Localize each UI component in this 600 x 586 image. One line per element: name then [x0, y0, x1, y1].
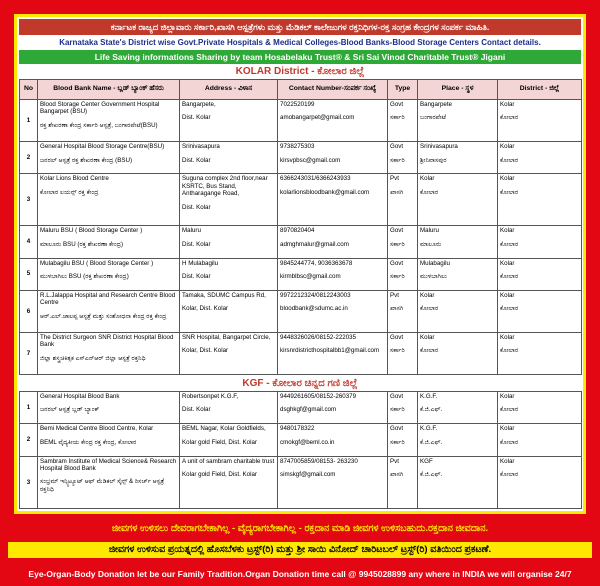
type-cell — [388, 424, 418, 456]
district-label-kannada: ಕೋಲಾರ — [500, 240, 519, 248]
row-number: 1 — [20, 100, 38, 142]
page-title-english: Karnataka State's District wise Govt.Private Hospitals & Medical Colleges-Blood Banks-Blood Storage Centers Contact details. — [19, 36, 581, 49]
kgf-heading: KGF - ಕೋಲಾರ ಚಿನ್ನದ ಗಣಿ ಜಿಲ್ಲೆ — [19, 377, 581, 391]
address-district: Dist. Kolar — [182, 203, 211, 211]
table-row — [20, 226, 582, 258]
table-row — [20, 258, 582, 290]
blood-bank-name: The District Surgeon SNR District Hospital Blood Bank — [40, 333, 174, 349]
email-address: bloodbank@sdumc.ac.in — [280, 305, 348, 313]
row-number: 3 — [20, 174, 38, 226]
contact-cell — [278, 332, 388, 374]
col-header-place: Place - ಸ್ಥಳ — [418, 80, 498, 100]
phone-number: 9448326026/08152-222035 — [280, 333, 357, 341]
trust-banner: Life Saving informations Sharing by team Hosabelaku Trust® & Sri Sai Vinod Charitable Trust® Jigani — [19, 50, 581, 64]
district-cell — [498, 456, 582, 508]
type-label: Govt — [390, 393, 404, 400]
type-label: Pvt — [390, 175, 399, 183]
col-header-address: Address - ವಿಳಾಸ — [180, 80, 278, 100]
phone-number: 9972212324/0812243003 — [280, 291, 351, 299]
type-cell — [388, 456, 418, 508]
type-label: Govt — [390, 143, 404, 151]
type-cell — [388, 174, 418, 226]
document-frame — [14, 14, 586, 514]
blood-bank-name-cell — [38, 392, 180, 424]
address-line: SNR Hospital, Bangarpet Circle, — [182, 333, 271, 341]
address-cell — [180, 332, 278, 374]
email-address: amobangarpet@gmail.com — [280, 114, 355, 122]
place-cell — [418, 142, 498, 174]
row-number: 3 — [20, 456, 38, 508]
district-label: Kolar — [500, 143, 515, 151]
blood-bank-name-kannada: ಕೋಲಾರ ಲಯನ್ಸ್ ರಕ್ತ ಕೇಂದ್ರ — [40, 188, 99, 196]
district-label: Kolar — [500, 175, 515, 183]
district-heading: KOLAR District - ಕೋಲಾರ ಜಿಲ್ಲೆ — [19, 65, 581, 79]
district-cell — [498, 226, 582, 258]
type-cell — [388, 392, 418, 424]
table-row — [20, 392, 582, 424]
email-address: kirsvpbsc@gmail.com — [280, 156, 341, 164]
district-label-kannada: ಕೋಲಾರ — [500, 406, 519, 414]
email-address: admghmalur@gmail.com — [280, 240, 349, 248]
table-row — [20, 424, 582, 456]
address-district: Dist. Kolar — [182, 272, 211, 280]
blood-bank-name-cell — [38, 258, 180, 290]
blood-bank-name-kannada: ಜಿಲ್ಲಾ ಶಸ್ತ್ರಚಿಕಿತ್ಸಕ ಎಸ್ಎನ್ಆರ್ ಜಿಲ್ಲಾ ಆಸ್ಪತ್ರೆ ರಕ್ತನಿಧಿ — [40, 354, 146, 362]
place-label-kannada: ಕೋಲಾರ — [420, 305, 439, 313]
address-cell — [180, 100, 278, 142]
blood-bank-name-cell — [38, 456, 180, 508]
type-label-kannada: ಸರ್ಕಾರಿ — [390, 406, 405, 414]
col-header-type: Type — [388, 80, 418, 100]
footer-publisher: ಜೀವಗಳ ಉಳಿಸುವ ಪ್ರಯತ್ನದಲ್ಲಿ ಹೊಸಬೆಳಕು ಟ್ರಸ್ಟ್(ರಿ) ಮತ್ತು ಶ್ರೀ ಸಾಯಿ ವಿನೋದ್ ಚಾರಿಟಬಲ್ ಟ್ರಸ್ಟ್(ರಿ) ವತಿಯಿಂದ ಪ್ರಕಟಣೆ. — [8, 542, 592, 558]
address-cell — [180, 174, 278, 226]
address-line: Srinivasapura — [182, 143, 220, 151]
type-label: Pvt — [390, 457, 399, 465]
place-cell — [418, 226, 498, 258]
blood-bank-name-cell — [38, 332, 180, 374]
district-cell — [498, 174, 582, 226]
blood-bank-name: Sambram Institute of Medical Science& Research Hospital Blood Bank — [40, 457, 177, 472]
blood-bank-name-kannada: ಆರ್.ಎಲ್.ಜಾಲಪ್ಪ ಆಸ್ಪತ್ರೆ ಮತ್ತು ಸಂಶೋಧನಾ ಕೇಂದ್ರ ರಕ್ತ ಕೇಂದ್ರ — [40, 312, 167, 320]
address-line: BEML Nagar, Kolar Goldfields, — [182, 425, 266, 433]
contact-cell — [278, 258, 388, 290]
contact-cell — [278, 290, 388, 332]
blood-bank-name: Blood Storage Center Government Hospital Bangarpet (BSU) — [40, 101, 160, 116]
phone-number: 9449261605/08152-260379 — [280, 393, 357, 400]
address-district: Dist. Kolar — [182, 156, 211, 164]
type-cell — [388, 142, 418, 174]
phone-number: 8970820404 — [280, 227, 315, 235]
type-cell — [388, 258, 418, 290]
place-label-kannada: ಕೆ.ಜಿ.ಎಫ್. — [420, 406, 443, 414]
email-address: kolarlionsbloodbank@gmail.com — [280, 188, 370, 196]
col-header-district: District - ಜಿಲ್ಲೆ — [498, 80, 582, 100]
table-row — [20, 142, 582, 174]
type-label-kannada: ಸರ್ಕಾರಿ — [390, 240, 405, 248]
table-row — [20, 100, 582, 142]
district-label-kannada: ಕೋಲಾರ — [500, 347, 519, 355]
place-label: Srinivasapura — [420, 143, 458, 151]
place-label-kannada: ಕೋಲಾರ — [420, 347, 439, 355]
district-cell — [498, 290, 582, 332]
blood-bank-name: Mulabagilu BSU ( Blood Storage Center ) — [40, 259, 154, 267]
type-label-kannada: ಖಾಸಗಿ — [390, 305, 404, 313]
type-label-kannada: ಸರ್ಕಾರಿ — [390, 438, 405, 446]
row-number: 2 — [20, 424, 38, 456]
blood-bank-name-kannada: ಸಂಭ್ರಮ್ ಇನ್ಸ್ಟಿಟ್ಯೂಟ್ ಆಫ್ ಮೆಡಿಕಲ್ ಸೈನ್ಸ್ & ರಿಸರ್ಚ್ ಆಸ್ಪತ್ರೆ ರಕ್ತನಿಧಿ — [40, 478, 165, 493]
contact-cell — [278, 100, 388, 142]
email-address: dsghkgf@gmail.com — [280, 406, 337, 414]
phone-number: 9480178322 — [280, 425, 315, 433]
place-label: Kolar — [420, 175, 435, 183]
blood-bank-name: General Hospital Blood Storage Centre(BSU) — [40, 143, 165, 151]
address-cell — [180, 392, 278, 424]
address-district: Dist. Kolar — [182, 406, 211, 414]
phone-number: 9738275303 — [280, 143, 315, 151]
row-number: 2 — [20, 142, 38, 174]
footer-slogan: ಜೀವಗಳ ಉಳಿಸಲು ದೇವರಾಗಬೇಕಾಗಿಲ್ಲ - ವೈದ್ಯರಾಗಬೇಕಾಗಿಲ್ಲ - ರಕ್ತದಾನ ಮಾಡಿ ಜೀವಗಳ ಉಳಿಸಬಹುದು.ರಕ್ತದಾನ ಜೀವದಾನ. — [111, 523, 489, 534]
place-cell — [418, 332, 498, 374]
type-label-kannada: ಸರ್ಕಾರಿ — [390, 114, 405, 122]
footer-donation-call: Eye-Organ-Body Donation let be our Family Tradition.Organ Donation time call @ 9945028899 any where in INDIA we will organise 24/7 — [28, 569, 572, 579]
address-cell — [180, 290, 278, 332]
district-label: Kolar — [500, 393, 515, 400]
email-address: simskgf@gmail.com — [280, 471, 336, 478]
address-cell — [180, 424, 278, 456]
table-row — [20, 456, 582, 508]
blood-bank-name-kannada: ರಕ್ತ ಶೇಖರಣಾ ಕೇಂದ್ರ ಸರ್ಕಾರಿ ಆಸ್ಪತ್ರೆ, ಬಂಗಾರಪೇಟೆ(BSU) — [40, 121, 158, 129]
row-number: 5 — [20, 258, 38, 290]
district-label: Kolar — [500, 291, 515, 299]
phone-number: 6366243031/6366243933 — [280, 175, 351, 183]
place-label-kannada: ಕೋಲಾರ — [420, 188, 439, 196]
col-header-name: Blood Bank Name - ಬ್ಲಡ್ ಬ್ಯಾಂಕ್ ಹೆಸರು — [38, 80, 180, 100]
type-label: Govt — [390, 333, 404, 341]
type-label-kannada: ಸರ್ಕಾರಿ — [390, 347, 405, 355]
kgf-blood-bank-table — [19, 391, 582, 509]
type-label-kannada: ಖಾಸಗಿ — [390, 188, 404, 196]
blood-bank-name-kannada: BEML ವೈದ್ಯಕೀಯ ಕೇಂದ್ರ ರಕ್ತ ಕೇಂದ್ರ, ಕೋಲಾರ — [40, 438, 137, 446]
district-label-kannada: ಕೋಲಾರ — [500, 471, 519, 478]
address-district: Kolar, Dist. Kolar — [182, 305, 229, 313]
blood-bank-name-kannada: ಜನರಲ್ ಆಸ್ಪತ್ರೆ ಬ್ಲಡ್ ಬ್ಯಾಂಕ್ — [40, 406, 100, 414]
district-label: Kolar — [500, 101, 515, 108]
blood-bank-name: General Hospital Blood Bank — [40, 393, 120, 400]
place-label: Kolar — [420, 291, 435, 299]
blood-bank-name-cell — [38, 424, 180, 456]
place-cell — [418, 424, 498, 456]
blood-bank-name-cell — [38, 226, 180, 258]
address-line: Maluru — [182, 227, 201, 235]
blood-bank-name-cell — [38, 290, 180, 332]
type-label-kannada: ಸರ್ಕಾರಿ — [390, 272, 405, 280]
blood-bank-name: Maluru BSU ( Blood Storage Center ) — [40, 227, 143, 235]
address-district: Kolar gold Field, Dist. Kolar — [182, 438, 257, 446]
address-cell — [180, 258, 278, 290]
type-cell — [388, 100, 418, 142]
type-label-kannada: ಖಾಸಗಿ — [390, 471, 404, 478]
table-row — [20, 290, 582, 332]
district-label-kannada: ಕೋಲಾರ — [500, 114, 519, 122]
email-address: cmokgf@beml.co.in — [280, 438, 335, 446]
place-label: Maluru — [420, 227, 439, 235]
email-address: kirsnrdistricthospitalbb1@gmail.com — [280, 347, 380, 355]
contact-cell — [278, 424, 388, 456]
blood-bank-table — [19, 79, 582, 375]
address-district: Dist. Kolar — [182, 240, 211, 248]
district-cell — [498, 142, 582, 174]
place-cell — [418, 290, 498, 332]
district-label: Kolar — [500, 259, 515, 267]
contact-cell — [278, 174, 388, 226]
row-number: 4 — [20, 226, 38, 258]
place-cell — [418, 174, 498, 226]
blood-bank-name: R.L.Jalappa Hospital and Research Centre Blood Centre — [40, 291, 176, 307]
place-label: K.G.F. — [420, 393, 438, 400]
district-label: Kolar — [500, 333, 515, 341]
place-label-kannada: ಕೆ.ಜಿ.ಎಫ್. — [420, 438, 443, 446]
row-number: 1 — [20, 392, 38, 424]
district-label: Kolar — [500, 227, 515, 235]
phone-number: 9845244774, 9036363678 — [280, 259, 353, 267]
address-district: Kolar gold Field, Dist. Kolar — [182, 471, 257, 478]
address-cell — [180, 142, 278, 174]
district-cell — [498, 100, 582, 142]
contact-cell — [278, 392, 388, 424]
district-cell — [498, 392, 582, 424]
place-label-kannada: ಮಾಲೂರು — [420, 240, 442, 248]
place-label: K.G.F. — [420, 425, 438, 433]
district-cell — [498, 258, 582, 290]
district-label-kannada: ಕೋಲಾರ — [500, 438, 519, 446]
type-cell — [388, 226, 418, 258]
type-label: Govt — [390, 227, 404, 235]
place-label-kannada: ಬಂಗಾರಪೇಟೆ — [420, 114, 447, 122]
district-label-kannada: ಕೋಲಾರ — [500, 272, 519, 280]
type-label: Govt — [390, 101, 404, 108]
row-number: 6 — [20, 290, 38, 332]
address-cell — [180, 226, 278, 258]
contact-cell — [278, 226, 388, 258]
blood-bank-name: Bemi Medical Centre Blood Centre, Kolar — [40, 425, 154, 433]
type-label: Govt — [390, 425, 404, 433]
address-line: Bangarpete, — [182, 101, 216, 108]
contact-cell — [278, 142, 388, 174]
type-label-kannada: ಸರ್ಕಾರಿ — [390, 156, 405, 164]
address-line: H Mulabagilu — [182, 259, 219, 267]
table-row — [20, 174, 582, 226]
col-header-no: No — [20, 80, 38, 100]
type-cell — [388, 332, 418, 374]
district-label-kannada: ಕೋಲಾರ — [500, 188, 519, 196]
blood-bank-name: Kolar Lions Blood Centre — [40, 175, 109, 183]
blood-bank-name-cell — [38, 100, 180, 142]
blood-bank-name-kannada: ಮುಳಬಾಗಿಲು BSU (ರಕ್ತ ಶೇಖರಣಾ ಕೇಂದ್ರ) — [40, 272, 129, 280]
address-line: Robertsonpet K.G.F, — [182, 393, 239, 400]
place-cell — [418, 392, 498, 424]
address-line: Suguna complex 2nd floor,near KSRTC, Bus Stand, Antharagange Road, — [182, 175, 268, 198]
address-district: Kolar, Dist. Kolar — [182, 347, 229, 355]
contact-cell — [278, 456, 388, 508]
place-cell — [418, 100, 498, 142]
address-line: Tamaka, SDUMC Campus Rd, — [182, 291, 266, 299]
district-cell — [498, 424, 582, 456]
district-cell — [498, 332, 582, 374]
address-district: Dist. Kolar — [182, 114, 211, 122]
place-label: KGF — [420, 457, 433, 465]
place-cell — [418, 258, 498, 290]
phone-number: 7022520199 — [280, 101, 315, 108]
place-label: Kolar — [420, 333, 435, 341]
place-label-kannada: ಕೆ.ಜಿ.ಎಫ್. — [420, 471, 443, 478]
district-label-kannada: ಕೋಲಾರ — [500, 305, 519, 313]
type-cell — [388, 290, 418, 332]
place-label: Bangarpete — [420, 101, 452, 108]
blood-bank-name-kannada: ಜನರಲ್ ಆಸ್ಪತ್ರೆ ರಕ್ತ ಶೇಖರಣಾ ಕೇಂದ್ರ (BSU) — [40, 156, 133, 164]
place-label-kannada: ಶ್ರೀನಿವಾಸಪುರ — [420, 156, 447, 164]
blood-bank-name-kannada: ಮಾಲೂರು BSU (ರಕ್ತ ಶೇಖರಣಾ ಕೇಂದ್ರ) — [40, 240, 124, 248]
blood-bank-name-cell — [38, 142, 180, 174]
email-address: kirmblbsc@gmail.com — [280, 272, 341, 280]
blood-bank-name-cell — [38, 174, 180, 226]
table-header-row — [20, 80, 582, 100]
phone-number: 8747005859/08153- 263230 — [280, 457, 358, 465]
row-number: 7 — [20, 332, 38, 374]
table-row — [20, 332, 582, 374]
place-cell — [418, 456, 498, 508]
district-label: Kolar — [500, 425, 515, 433]
type-label: Pvt — [390, 291, 399, 299]
address-cell — [180, 456, 278, 508]
type-label: Govt — [390, 259, 404, 267]
place-label: Mulabagilu — [420, 259, 450, 267]
col-header-contact: Contact Number-ಸಂಪರ್ಕ ಸಂಖ್ಯೆ — [278, 80, 388, 100]
place-label-kannada: ಮುಳಬಾಗಿಲು — [420, 272, 447, 280]
address-line: A unit of sambram charitable trust — [182, 457, 275, 465]
district-label-kannada: ಕೋಲಾರ — [500, 156, 519, 164]
district-label: Kolar — [500, 457, 515, 465]
page-title-kannada: ಕರ್ನಾಟಕ ರಾಜ್ಯದ ಜಿಲ್ಲಾವಾರು ಸರ್ಕಾರಿ,ಖಾಸಗಿ ಆಸ್ಪತ್ರೆಗಳು ಮತ್ತು ಮೆಡಿಕಲ್ ಕಾಲೇಜುಗಳ ರಕ್ತನಿಧಿಗಳ-ರಕ್ತ ಸಂಗ್ರಹ ಕೇಂದ್ರಗಳ ಸಂಪರ್ಕ ಮಾಹಿತಿ. — [19, 19, 581, 35]
